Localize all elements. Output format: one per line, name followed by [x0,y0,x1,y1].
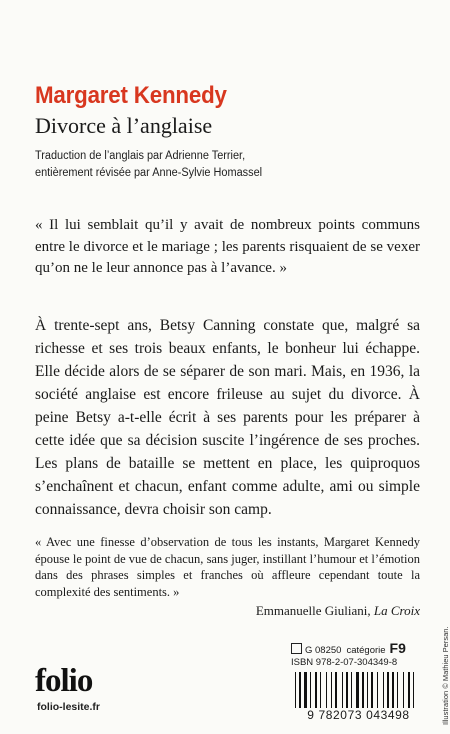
translation-line-1: Traduction de l’anglais par Adrienne Terrier, [35,150,246,162]
barcode-icon [291,672,426,708]
isbn-number: ISBN 978-2-07-304349-8 [291,657,398,668]
illustration-credit: Illustration © Mathieu Persan. [441,626,450,725]
translation-credit [35,148,262,182]
review-publication: La Croix [373,603,420,618]
synopsis-paragraph: À trente-sept ans, Betsy Canning constate que, malgré sa richesse et ses trois beaux enfants, le bonheur lui échappe. Elle décide alors de se séparer de son mari. Mais, en 1936, la société anglaise est encore frileuse au sujet du divorce. À peine Betsy a-t-elle écrit à ses parents pour les préparer à cette idée que sa décision suscite l’ingérence de ses proches. Les plans de bataille se mettent en place, les quiproquos s’enchaînent et chacun, enfant comme adulte, ami ou simple connaissance, devra choisir son camp. [35,317,420,518]
book-title: Divorce à l’anglaise [35,113,213,138]
excerpt-quote: « Il lui semblait qu’il y avait de nombreux points communs entre le divorce et le mariage ; les parents risquaient de se vexer qu’on ne le leur annonce pas à l’avance. » [35,217,420,276]
review-source [256,603,420,619]
barcode-block [291,640,426,728]
press-review: « Avec une finesse d’observation de tous les instants, Margaret Kennedy épouse le point de vue de chacun, sans juger, instillant l’humour et l’émotion dans des phrases simples et franches où affleure cependant toute la complexité des sentiments. » [35,535,420,599]
code-box-icon [291,643,302,654]
publisher-website: folio-lesite.fr [37,701,101,713]
folio-logo: folio [35,663,93,699]
translation-line-2: entièrement révisée par Anne-Sylvie Homassel [35,167,263,179]
category-label: catégorie [346,645,386,656]
barcode-digits: 9 782073 043498 [307,708,410,722]
category-value: F9 [389,640,406,656]
product-code: G 08250 [305,645,342,656]
reviewer-name: Emmanuelle Giuliani, [255,603,371,618]
author-name: Margaret Kennedy [35,82,227,109]
product-code-line [291,640,406,656]
